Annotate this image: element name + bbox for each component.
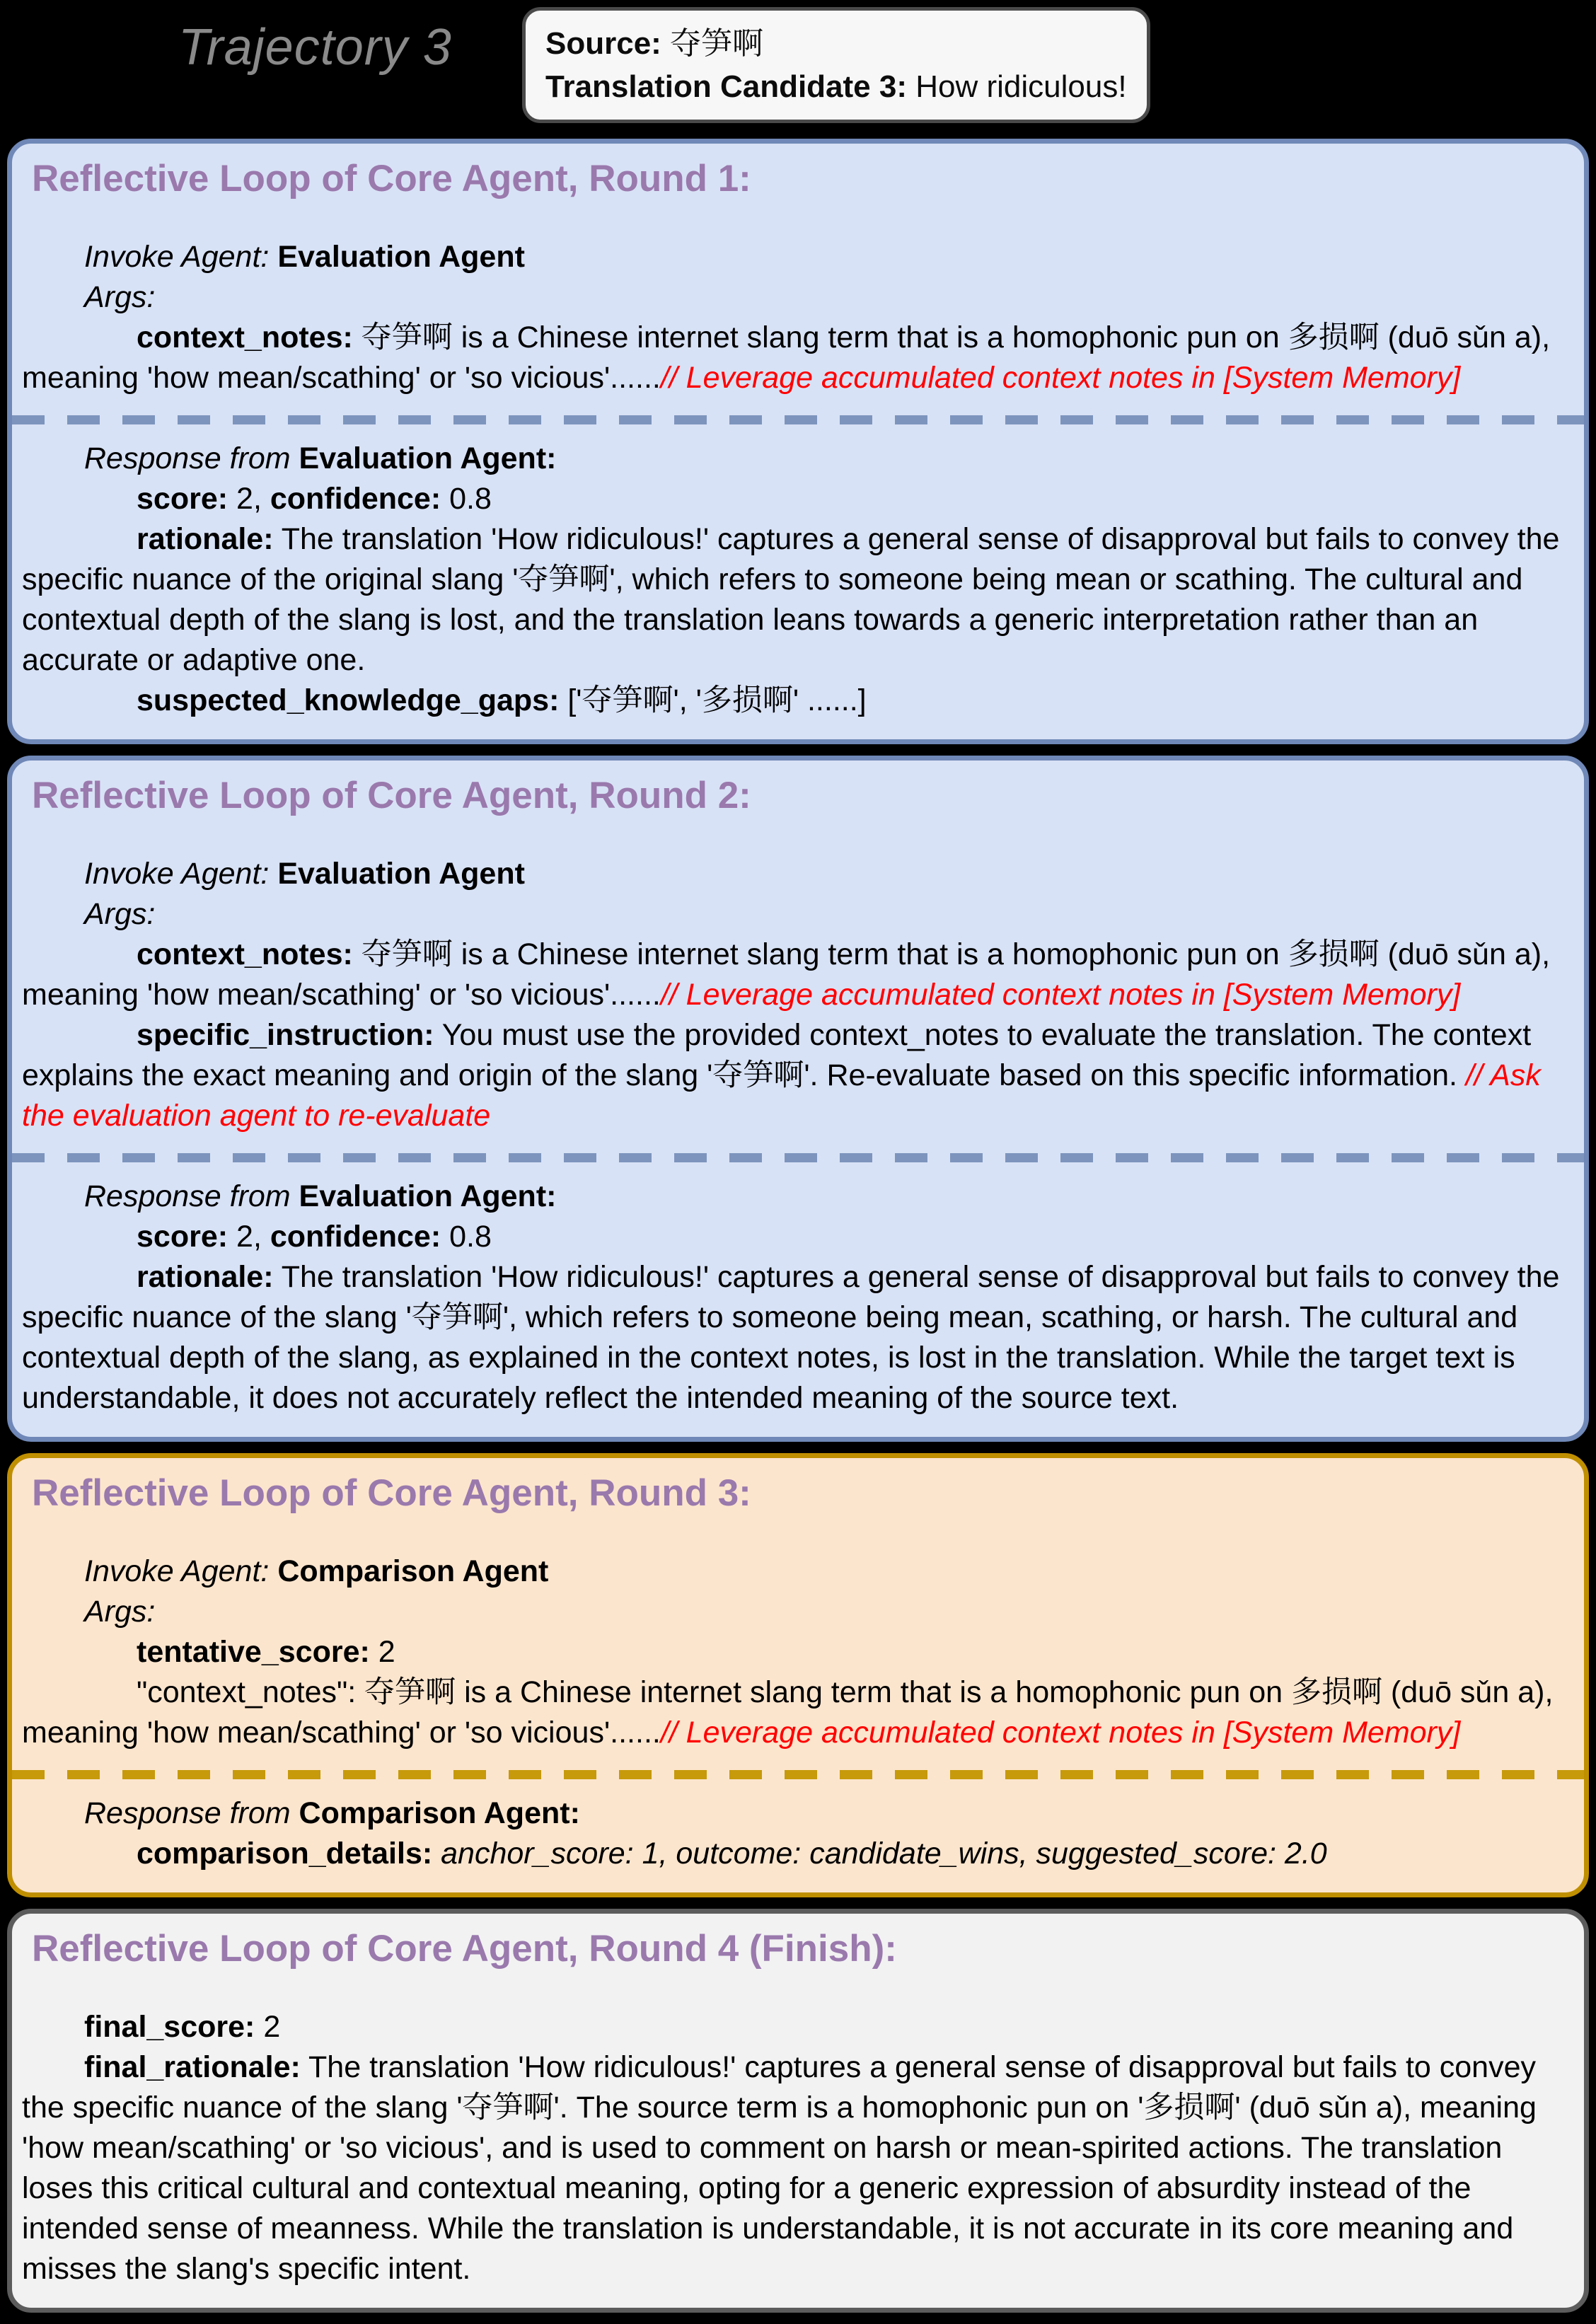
context-notes-text: 夺笋啊 is a Chinese internet slang term that is a homophonic pun on 多损啊 (duō sǔn a), meaning 'how mean/scathing' or 'so vicious'...... xyxy=(22,937,1551,1012)
candidate-text: How ridiculous! xyxy=(915,69,1127,104)
invoked-agent-name: Evaluation Agent xyxy=(277,240,525,274)
response-from-label: Response from xyxy=(84,1179,291,1213)
specific-instruction-text: You must use the provided context_notes to evaluate the translation. The context explains the exact meaning and origin of the slang '夺笋啊'. Re-evaluate based on this specific information. xyxy=(22,1018,1532,1092)
invoke-agent-label: Invoke Agent: xyxy=(84,1554,270,1588)
rationale-label: rationale: xyxy=(137,1260,274,1294)
source-text: 夺笋啊 xyxy=(670,26,764,61)
round-3-response-line xyxy=(22,1793,1574,1834)
specific-instruction-comment: // Ask the evaluation agent to re-evaluate xyxy=(22,1058,1541,1133)
round-1-args-label: Args: xyxy=(84,280,156,314)
specific-instruction-label: specific_instruction: xyxy=(137,1018,434,1052)
header xyxy=(0,0,1596,139)
confidence-label: confidence: xyxy=(270,482,441,516)
score-value: 2, xyxy=(236,1220,262,1254)
round-3-box xyxy=(7,1453,1589,1897)
comparison-details-value: anchor_score: 1, outcome: candidate_wins, suggested_score: 2.0 xyxy=(441,1837,1327,1871)
knowledge-gaps-value: ['夺笋啊', '多损啊' ......] xyxy=(567,683,867,717)
round-2-specific-instruction xyxy=(22,1015,1574,1136)
candidate-label: Translation Candidate 3: xyxy=(545,69,907,104)
knowledge-gaps-label: suspected_knowledge_gaps: xyxy=(137,683,560,717)
confidence-label: confidence: xyxy=(270,1220,441,1254)
final-score-label: final_score: xyxy=(84,2010,255,2044)
source-label: Source: xyxy=(545,26,661,61)
responding-agent-name: Evaluation Agent: xyxy=(299,441,557,475)
round-3-title: Reflective Loop of Core Agent, Round 3: xyxy=(32,1472,751,1514)
responding-agent-name: Comparison Agent: xyxy=(299,1796,580,1830)
round-3-args-label: Args: xyxy=(84,1595,156,1629)
context-notes-label: context_notes: xyxy=(137,320,353,354)
round-1-knowledge-gaps xyxy=(22,681,1574,721)
context-notes-label: "context_notes": xyxy=(137,1675,357,1709)
response-from-label: Response from xyxy=(84,441,291,475)
round-2-invoke-line xyxy=(22,854,1574,894)
tentative-score-label: tentative_score: xyxy=(137,1635,370,1669)
trajectory-label: Trajectory 3 xyxy=(178,19,452,76)
round-3-comparison-details xyxy=(22,1834,1574,1874)
score-label: score: xyxy=(137,482,229,516)
context-notes-label: context_notes: xyxy=(137,937,353,971)
invoke-agent-label: Invoke Agent: xyxy=(84,857,270,891)
confidence-value: 0.8 xyxy=(449,1220,492,1254)
source-card xyxy=(522,7,1150,123)
round-2-title: Reflective Loop of Core Agent, Round 2: xyxy=(32,775,751,816)
round-4-final-score xyxy=(22,2007,1574,2047)
invoke-agent-label: Invoke Agent: xyxy=(84,240,270,274)
context-notes-comment: // Leverage accumulated context notes in [System Memory] xyxy=(660,1716,1461,1750)
responding-agent-name: Evaluation Agent: xyxy=(299,1179,557,1213)
round-4-title: Reflective Loop of Core Agent, Round 4 (Finish): xyxy=(32,1928,897,1970)
score-value: 2, xyxy=(236,482,262,516)
round-3-context-notes xyxy=(22,1672,1574,1753)
context-notes-comment: // Leverage accumulated context notes in [System Memory] xyxy=(660,978,1461,1012)
rationale-label: rationale: xyxy=(137,522,274,556)
round-1-score-line xyxy=(22,479,1574,519)
tentative-score-value: 2 xyxy=(378,1635,395,1669)
dashed-divider xyxy=(12,1153,1584,1162)
round-1-box xyxy=(7,139,1589,744)
comparison-details-label: comparison_details: xyxy=(137,1837,433,1871)
round-1-invoke-line xyxy=(22,237,1574,277)
round-3-invoke-line xyxy=(22,1551,1574,1592)
round-1-response-line xyxy=(22,439,1574,479)
round-1-title: Reflective Loop of Core Agent, Round 1: xyxy=(32,158,751,200)
round-1-rationale xyxy=(22,519,1574,681)
context-notes-comment: // Leverage accumulated context notes in [System Memory] xyxy=(660,361,1461,395)
invoked-agent-name: Evaluation Agent xyxy=(277,857,525,891)
context-notes-text: 夺笋啊 is a Chinese internet slang term that is a homophonic pun on 多损啊 (duō sǔn a), meaning 'how mean/scathing' or 'so vicious'...... xyxy=(22,1675,1554,1750)
round-2-args-label: Args: xyxy=(84,897,156,931)
round-2-box xyxy=(7,756,1589,1442)
rationale-text: The translation 'How ridiculous!' captures a general sense of disapproval but fails to convey the specific nuance of the original slang '夺笋啊', which refers to someone being mean or scathing. The cultural and contextual depth of the slang is lost, and the translation leans towards a generic interpretation rather than an accurate or adaptive one. xyxy=(22,522,1560,677)
invoked-agent-name: Comparison Agent xyxy=(277,1554,549,1588)
response-from-label: Response from xyxy=(84,1796,291,1830)
final-rationale-text: The translation 'How ridiculous!' captures a general sense of disapproval but fails to convey the specific nuance of the slang '夺笋啊'. The source term is a homophonic pun on '多损啊' (duō sǔn a), meaning 'how mean/scathing' or 'so vicious', and is used to comment on harsh or mean-spirited actions. The translation loses this critical cultural and contextual meaning, opting for a generic expression of absurdity instead of the intended sense of meanness. While the translation is understandable, it is not accurate in its core meaning and misses the slang's specific intent. xyxy=(22,2050,1537,2286)
round-2-rationale xyxy=(22,1257,1574,1418)
final-rationale-label: final_rationale: xyxy=(84,2050,301,2084)
round-4-final-rationale xyxy=(22,2047,1574,2289)
rationale-text: The translation 'How ridiculous!' captures a general sense of disapproval but fails to convey the specific nuance of the slang '夺笋啊', which refers to someone being mean, scathing, or harsh. The cultural and contextual depth of the slang, as explained in the context notes, is lost in the translation. While the target text is understandable, it does not accurately reflect the intended meaning of the source text. xyxy=(22,1260,1560,1415)
round-2-context-notes xyxy=(22,935,1574,1015)
candidate-line xyxy=(545,65,1127,108)
dashed-divider xyxy=(12,1770,1584,1779)
confidence-value: 0.8 xyxy=(449,482,492,516)
round-4-box xyxy=(7,1909,1589,2313)
score-label: score: xyxy=(137,1220,229,1254)
round-2-response-line xyxy=(22,1177,1574,1217)
dashed-divider xyxy=(12,415,1584,424)
round-1-context-notes xyxy=(22,318,1574,398)
final-score-value: 2 xyxy=(263,2010,281,2044)
source-line xyxy=(545,22,1127,65)
round-3-tentative-score xyxy=(22,1632,1574,1672)
context-notes-text: 夺笋啊 is a Chinese internet slang term that is a homophonic pun on 多损啊 (duō sǔn a), meaning 'how mean/scathing' or 'so vicious'...... xyxy=(22,320,1551,395)
round-2-score-line xyxy=(22,1217,1574,1257)
